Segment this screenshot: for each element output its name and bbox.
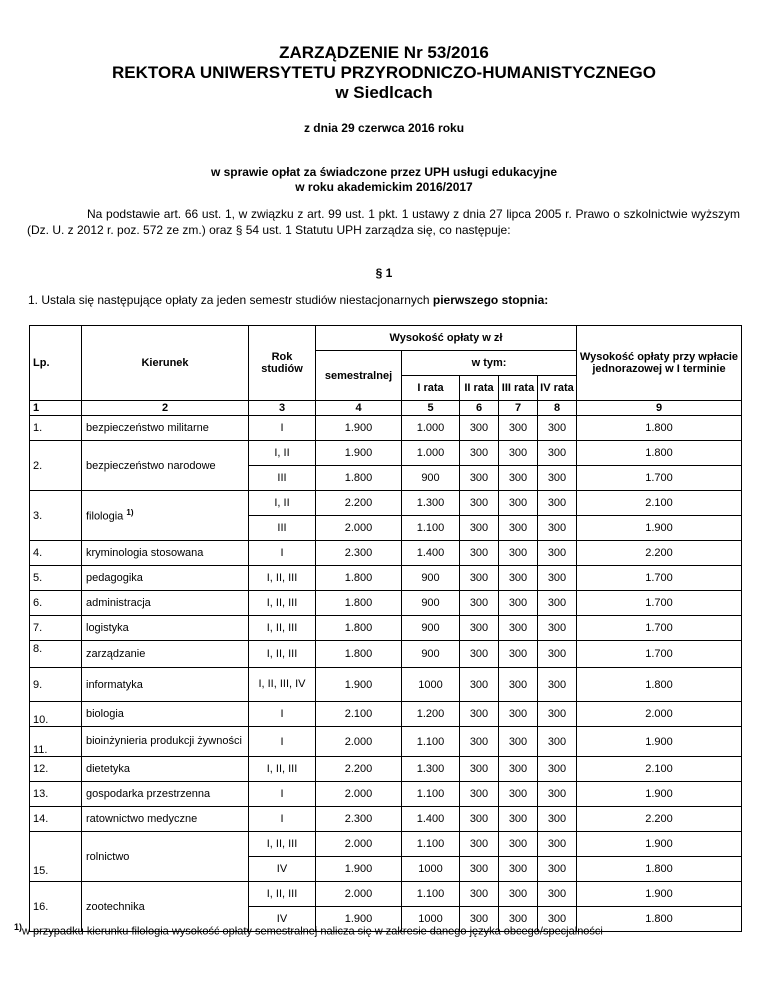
row-r4: 300 <box>538 491 577 516</box>
row-r2: 300 <box>460 566 499 591</box>
row-r2: 300 <box>460 857 499 882</box>
row-rok: I, II, III <box>249 882 316 907</box>
row-lp: 11. <box>30 727 82 757</box>
row-r1: 1.300 <box>402 757 460 782</box>
row-r3: 300 <box>499 641 538 668</box>
row-r1: 1.300 <box>402 491 460 516</box>
row-r1: 1.100 <box>402 516 460 541</box>
row-r4: 300 <box>538 857 577 882</box>
row-r4: 300 <box>538 882 577 907</box>
row-jedn: 2.000 <box>577 702 742 727</box>
row-r3: 300 <box>499 466 538 491</box>
row-lp: 12. <box>30 757 82 782</box>
row-r2: 300 <box>460 416 499 441</box>
row-r1: 900 <box>402 616 460 641</box>
row-r4: 300 <box>538 757 577 782</box>
row-r1: 1.000 <box>402 441 460 466</box>
row-kierunek: bezpieczeństwo militarne <box>82 416 249 441</box>
row-r2: 300 <box>460 441 499 466</box>
row-r3: 300 <box>499 907 538 932</box>
row-r3: 300 <box>499 727 538 757</box>
row-r2: 300 <box>460 516 499 541</box>
footnote-text: w przypadku kierunku filologia wysokość opłaty semestralnej nalicza się w zakresie danego języka obcego/specjalności <box>22 925 603 938</box>
row-r3: 300 <box>499 807 538 832</box>
row-r3: 300 <box>499 541 538 566</box>
row-kierunek: zootechnika <box>82 882 249 932</box>
row-r4: 300 <box>538 832 577 857</box>
row-rok: I, II, III <box>249 832 316 857</box>
document-title-line3: w Siedlcach <box>335 83 433 102</box>
row-jedn: 1.900 <box>577 832 742 857</box>
row-sem: 2.000 <box>316 782 402 807</box>
row-r2: 300 <box>460 882 499 907</box>
row-jedn: 1.900 <box>577 782 742 807</box>
header-jednorazowa: Wysokość opłaty przy wpłacie jednorazowej w I terminie <box>577 326 742 401</box>
row-r2: 300 <box>460 466 499 491</box>
row-r2: 300 <box>460 616 499 641</box>
table-row <box>30 616 742 641</box>
subject-line2: w roku akademickim 2016/2017 <box>295 180 473 194</box>
colnum-7: 7 <box>499 401 538 416</box>
row-r2: 300 <box>460 727 499 757</box>
row-rok: I <box>249 782 316 807</box>
row-jedn: 1.700 <box>577 566 742 591</box>
row-kierunek: gospodarka przestrzenna <box>82 782 249 807</box>
row-r1: 900 <box>402 566 460 591</box>
row-r1: 1.200 <box>402 702 460 727</box>
row-rok: I, II <box>249 441 316 466</box>
row-lp: 8. <box>30 641 82 668</box>
row-sem: 1.900 <box>316 857 402 882</box>
row-sem: 1.900 <box>316 668 402 702</box>
row-r3: 300 <box>499 616 538 641</box>
row-kierunek: informatyka <box>82 668 249 702</box>
table-row <box>30 807 742 832</box>
row-rok: I, II, III <box>249 641 316 668</box>
row-kierunek-text: filologia <box>86 510 124 523</box>
colnum-1: 1 <box>30 401 82 416</box>
header-semestralnej: semestralnej <box>316 351 402 401</box>
row-r2: 300 <box>460 757 499 782</box>
row-r3: 300 <box>499 757 538 782</box>
row-r2: 300 <box>460 782 499 807</box>
row-r4: 300 <box>538 541 577 566</box>
row-r3: 300 <box>499 832 538 857</box>
row-r3: 300 <box>499 782 538 807</box>
row-rok: I, II, III <box>249 757 316 782</box>
row-rok: I <box>249 727 316 757</box>
row-sem: 1.900 <box>316 907 402 932</box>
row-r1: 1000 <box>402 668 460 702</box>
row-r4: 300 <box>538 591 577 616</box>
row-jedn: 1.700 <box>577 466 742 491</box>
row-r4: 300 <box>538 727 577 757</box>
row-rok: III <box>249 466 316 491</box>
row-r2: 300 <box>460 491 499 516</box>
row-lp: 14. <box>30 807 82 832</box>
row-lp: 15. <box>30 832 82 882</box>
row-kierunek: rolnictwo <box>82 832 249 882</box>
row-rok: I, II, III <box>249 591 316 616</box>
row-sem: 1.800 <box>316 591 402 616</box>
row-kierunek: biologia <box>82 702 249 727</box>
row-r4: 300 <box>538 441 577 466</box>
table-row <box>30 727 742 757</box>
table-row <box>30 668 742 702</box>
row-sem: 2.100 <box>316 702 402 727</box>
row-r4: 300 <box>538 516 577 541</box>
row-lp: 16. <box>30 882 82 932</box>
colnum-2: 2 <box>82 401 249 416</box>
section-number: § 1 <box>375 266 393 280</box>
colnum-9: 9 <box>577 401 742 416</box>
header-rata2: II rata <box>460 376 499 401</box>
document-title-line1: ZARZĄDZENIE Nr 53/2016 <box>279 43 489 62</box>
row-r2: 300 <box>460 541 499 566</box>
row-r1: 1000 <box>402 857 460 882</box>
row-sem: 2.000 <box>316 727 402 757</box>
row-lp: 4. <box>30 541 82 566</box>
table-row <box>30 757 742 782</box>
row-jedn: 2.100 <box>577 491 742 516</box>
row-sem: 1.800 <box>316 466 402 491</box>
row-lp: 3. <box>30 491 82 541</box>
row-lp: 2. <box>30 441 82 491</box>
row-sem: 1.800 <box>316 641 402 668</box>
row-r2: 300 <box>460 702 499 727</box>
row-r3: 300 <box>499 566 538 591</box>
row-r3: 300 <box>499 857 538 882</box>
header-rok: Rok studiów <box>249 326 316 401</box>
row-rok: IV <box>249 907 316 932</box>
footnote-ref: 1) <box>126 508 134 518</box>
row-r2: 300 <box>460 832 499 857</box>
row-jedn: 2.200 <box>577 807 742 832</box>
row-rok: I <box>249 807 316 832</box>
row-rok: I, II, III, IV <box>249 668 316 702</box>
row-r4: 300 <box>538 668 577 702</box>
row-r2: 300 <box>460 668 499 702</box>
row-r3: 300 <box>499 441 538 466</box>
row-jedn: 1.800 <box>577 907 742 932</box>
row-rok: III <box>249 516 316 541</box>
header-lp: Lp. <box>30 326 82 401</box>
row-kierunek: bioinżynieria produkcji żywności <box>82 727 249 757</box>
row-lp: 7. <box>30 616 82 641</box>
row-sem: 2.000 <box>316 832 402 857</box>
row-r1: 1.100 <box>402 832 460 857</box>
row-r4: 300 <box>538 807 577 832</box>
colnum-3: 3 <box>249 401 316 416</box>
row-r3: 300 <box>499 702 538 727</box>
row-jedn: 1.700 <box>577 591 742 616</box>
table-row <box>30 566 742 591</box>
row-r3: 300 <box>499 516 538 541</box>
colnum-4: 4 <box>316 401 402 416</box>
table-row <box>30 641 742 668</box>
row-sem: 1.800 <box>316 616 402 641</box>
row-jedn: 1.800 <box>577 441 742 466</box>
row-jedn: 1.900 <box>577 882 742 907</box>
row-r2: 300 <box>460 641 499 668</box>
row-r1: 1.400 <box>402 541 460 566</box>
footnote-mark: 1) <box>14 922 23 932</box>
row-r1: 1.000 <box>402 416 460 441</box>
row-jedn: 1.700 <box>577 616 742 641</box>
header-rata4: IV rata <box>538 376 577 401</box>
row-sem: 1.900 <box>316 416 402 441</box>
row-r1: 900 <box>402 641 460 668</box>
row-r4: 300 <box>538 702 577 727</box>
colnum-8: 8 <box>538 401 577 416</box>
table-row <box>30 702 742 727</box>
row-r4: 300 <box>538 616 577 641</box>
row-sem: 2.000 <box>316 516 402 541</box>
row-lp: 1. <box>30 416 82 441</box>
row-r3: 300 <box>499 882 538 907</box>
row-lp: 10. <box>30 702 82 727</box>
row-r3: 300 <box>499 668 538 702</box>
row-sem: 2.300 <box>316 807 402 832</box>
row-r1: 1.100 <box>402 882 460 907</box>
row-rok: I, II <box>249 491 316 516</box>
row-jedn: 1.800 <box>577 668 742 702</box>
row-lp: 13. <box>30 782 82 807</box>
header-rata3: III rata <box>499 376 538 401</box>
fees-table <box>29 325 742 932</box>
row-r1: 1000 <box>402 907 460 932</box>
row-r3: 300 <box>499 491 538 516</box>
row-sem: 1.900 <box>316 441 402 466</box>
row-kierunek: kryminologia stosowana <box>82 541 249 566</box>
row-lp: 5. <box>30 566 82 591</box>
row-r2: 300 <box>460 591 499 616</box>
row-r4: 300 <box>538 907 577 932</box>
header-rata1: I rata <box>402 376 460 401</box>
row-sem: 2.200 <box>316 491 402 516</box>
row-rok: I <box>249 416 316 441</box>
colnum-6: 6 <box>460 401 499 416</box>
table-row <box>30 416 742 441</box>
row-lp: 6. <box>30 591 82 616</box>
footnote <box>14 922 603 938</box>
table-row <box>30 441 742 466</box>
table-row <box>30 591 742 616</box>
subject-line1: w sprawie opłat za świadczone przez UPH usługi edukacyjne <box>210 165 558 179</box>
row-rok: I, II, III <box>249 616 316 641</box>
row-r1: 1.100 <box>402 727 460 757</box>
document-date: z dnia 29 czerwca 2016 roku <box>303 121 465 135</box>
row-rok: I <box>249 541 316 566</box>
row-kierunek: ratownictwo medyczne <box>82 807 249 832</box>
row-r1: 900 <box>402 591 460 616</box>
row-sem: 1.800 <box>316 566 402 591</box>
row-rok: I, II, III <box>249 566 316 591</box>
row-r4: 300 <box>538 782 577 807</box>
row-jedn: 1.800 <box>577 857 742 882</box>
table-row <box>30 782 742 807</box>
row-r1: 1.400 <box>402 807 460 832</box>
row-r2: 300 <box>460 907 499 932</box>
preamble-paragraph <box>27 206 740 238</box>
row-r4: 300 <box>538 416 577 441</box>
table-row <box>30 882 742 907</box>
row-sem: 2.200 <box>316 757 402 782</box>
row-r4: 300 <box>538 566 577 591</box>
row-r3: 300 <box>499 416 538 441</box>
row-rok: IV <box>249 857 316 882</box>
row-r3: 300 <box>499 591 538 616</box>
row-jedn: 2.200 <box>577 541 742 566</box>
row-kierunek: pedagogika <box>82 566 249 591</box>
document-title-line2: REKTORA UNIWERSYTETU PRZYRODNICZO-HUMANISTYCZNEGO <box>112 63 656 82</box>
row-kierunek: administracja <box>82 591 249 616</box>
row-jedn: 1.700 <box>577 641 742 668</box>
row-r1: 1.100 <box>402 782 460 807</box>
row-kierunek: bezpieczeństwo narodowe <box>82 441 249 491</box>
colnum-5: 5 <box>402 401 460 416</box>
row-jedn: 1.900 <box>577 727 742 757</box>
row-r4: 300 <box>538 466 577 491</box>
table-row <box>30 491 742 516</box>
point-1 <box>28 293 548 307</box>
row-jedn: 1.800 <box>577 416 742 441</box>
row-r1: 900 <box>402 466 460 491</box>
row-jedn: 1.900 <box>577 516 742 541</box>
row-lp: 9. <box>30 668 82 702</box>
row-kierunek: logistyka <box>82 616 249 641</box>
row-kierunek: zarządzanie <box>82 641 249 668</box>
header-wysokosc: Wysokość opłaty w zł <box>316 326 577 351</box>
row-rok: I <box>249 702 316 727</box>
row-r4: 300 <box>538 641 577 668</box>
row-kierunek <box>82 491 249 541</box>
preamble-text: Na podstawie art. 66 ust. 1, w związku z art. 99 ust. 1 pkt. 1 ustawy z dnia 27 lipca 2005 r. Prawo o szkolnictwie wyższym (Dz. U. z 2012 r. poz. 572 ze zm.) oraz § 54 ust. 1 Statutu UPH zarządza się, co następuje: <box>27 207 740 237</box>
point-1-bold: pierwszego stopnia: <box>432 293 549 307</box>
header-kierunek: Kierunek <box>82 326 249 401</box>
table-row <box>30 541 742 566</box>
point-1-text: 1. Ustala się następujące opłaty za jeden semestr studiów niestacjonarnych <box>28 293 433 307</box>
row-r2: 300 <box>460 807 499 832</box>
row-sem: 2.000 <box>316 882 402 907</box>
table-row <box>30 832 742 857</box>
row-sem: 2.300 <box>316 541 402 566</box>
row-jedn: 2.100 <box>577 757 742 782</box>
row-kierunek: dietetyka <box>82 757 249 782</box>
header-wtym: w tym: <box>402 351 577 376</box>
